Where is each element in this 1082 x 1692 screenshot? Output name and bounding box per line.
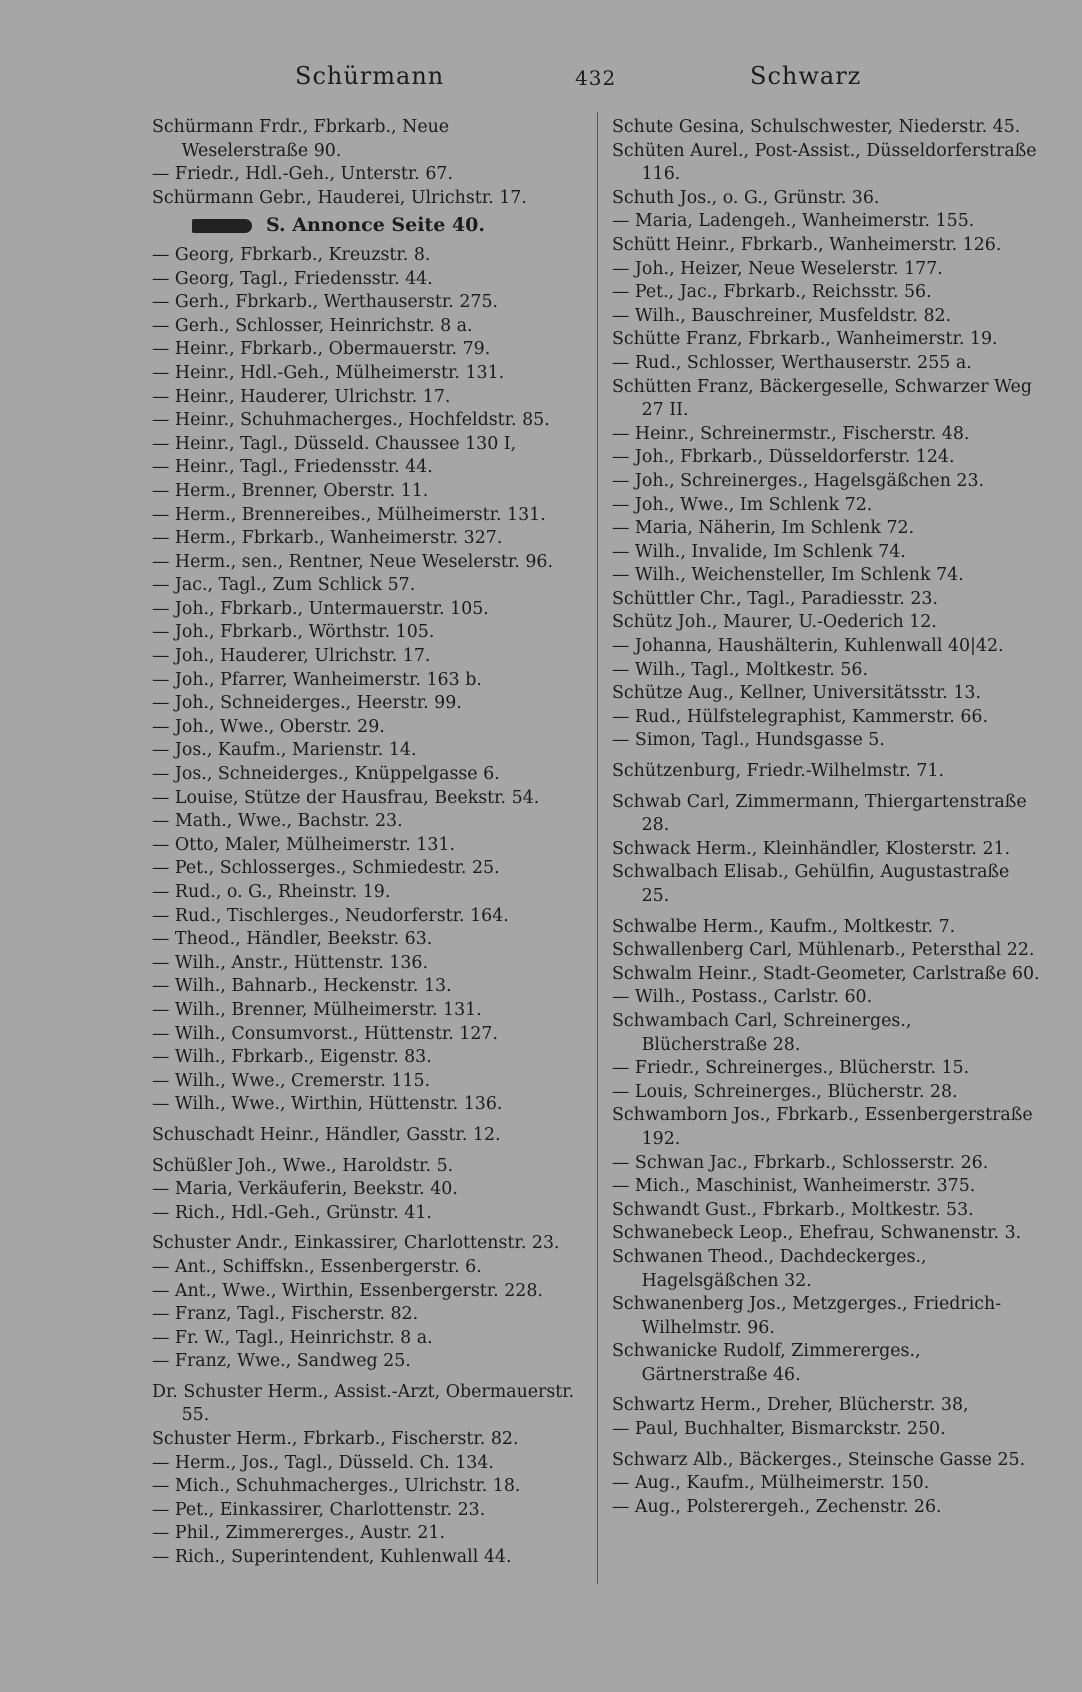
directory-entry: — Joh., Pfarrer, Wanheimerstr. 163 b.: [152, 669, 482, 690]
directory-entry: Schwanebeck Leop., Ehefrau, Schwanenstr. 3.: [612, 1223, 1022, 1244]
directory-entry: — Joh., Heizer, Neue Weselerstr. 177.: [612, 258, 943, 279]
directory-entry: — Ant., Wwe., Wirthin, Essenbergerstr. 228.: [152, 1280, 543, 1301]
page-header: [150, 62, 1030, 102]
directory-entry: Schwab Carl, Zimmermann, Thiergartenstraße 28.: [612, 791, 1027, 836]
directory-entry: — Maria, Ladengeh., Wanheimerstr. 155.: [612, 211, 975, 232]
directory-entry: Schütze Aug., Kellner, Universitätsstr. 13.: [612, 683, 982, 704]
directory-entry: — Heinr., Tagl., Düsseld. Chaussee 130 I,: [152, 433, 517, 454]
directory-entry: — Heinr., Schuhmacherges., Hochfeldstr. 85.: [152, 410, 550, 431]
directory-entry: — Joh., Hauderer, Ulrichstr. 17.: [152, 646, 431, 667]
directory-entry: Schütz Joh., Maurer, U.-Oederich 12.: [612, 612, 937, 633]
directory-entry: — Wilh., Wwe., Wirthin, Hüttenstr. 136.: [152, 1094, 503, 1115]
directory-entry: Schwanicke Rudolf, Zimmererges., Gärtnerstraße 46.: [612, 1341, 921, 1385]
directory-entry: Schwarz Alb., Bäckerges., Steinsche Gasse 25.: [612, 1449, 1026, 1470]
directory-entry: Schuster Andr., Einkassirer, Charlottenstr. 23.: [152, 1233, 560, 1254]
directory-entry: — Theod., Händler, Beekstr. 63.: [152, 929, 433, 950]
directory-entry: — Wilh., Fbrkarb., Eigenstr. 83.: [152, 1047, 432, 1068]
directory-entry: — Maria, Verkäuferin, Beekstr. 40.: [152, 1179, 458, 1200]
directory-entry: — Joh., Wwe., Oberstr. 29.: [152, 716, 385, 737]
directory-entry: — Wilh., Wwe., Cremerstr. 115.: [152, 1070, 431, 1091]
directory-entry: — Franz, Wwe., Sandweg 25.: [152, 1351, 411, 1372]
directory-entry: Schwalbach Elisab., Gehülfin, Augustastraße 25.: [612, 862, 1010, 906]
directory-entry: Schüttler Chr., Tagl., Paradiesstr. 23.: [612, 588, 939, 609]
directory-entry: — Herm., Brennereibes., Mülheimerstr. 131.: [152, 504, 546, 525]
directory-entry: — Maria, Näherin, Im Schlenk 72.: [612, 518, 915, 539]
directory-entry: Schuster Herm., Fbrkarb., Fischerstr. 82.: [152, 1429, 519, 1450]
directory-entry: — Wilh., Invalide, Im Schlenk 74.: [612, 541, 906, 562]
directory-entry: — Pet., Jac., Fbrkarb., Reichsstr. 56.: [612, 282, 932, 303]
directory-entry: — Jos., Kaufm., Marienstr. 14.: [152, 740, 417, 761]
directory-entry: — Joh., Schneiderges., Heerstr. 99.: [152, 693, 462, 714]
header-right-name: Schwarz: [750, 62, 862, 90]
directory-entry: Schütten Franz, Bäckergeselle, Schwarzer Weg 27 II.: [612, 376, 1032, 421]
directory-entry: — Wilh., Tagl., Moltkestr. 56.: [612, 659, 868, 680]
directory-entry: — Franz, Tagl., Fischerstr. 82.: [152, 1304, 419, 1325]
directory-entry: — Rud., Tischlerges., Neudorferstr. 164.: [152, 905, 509, 926]
directory-entry: — Jos., Schneiderges., Knüppelgasse 6.: [152, 764, 500, 785]
directory-entry: — Wilh., Consumvorst., Hüttenstr. 127.: [152, 1023, 499, 1044]
directory-entry: — Aug., Polsterergeh., Zechenstr. 26.: [612, 1496, 942, 1517]
directory-entry: — Fr. W., Tagl., Heinrichstr. 8 a.: [152, 1327, 433, 1348]
directory-entry: — Wilh., Bahnarb., Heckenstr. 13.: [152, 976, 452, 997]
page-number: 432: [575, 66, 617, 90]
directory-entry: Schwanenberg Jos., Metzgerges., Friedrich-Wilhelmstr. 96.: [612, 1294, 1002, 1338]
directory-entry: Schwalm Heinr., Stadt-Geometer, Carlstraße 60.: [612, 963, 1040, 984]
directory-entry: — Ant., Schiffskn., Essenbergerstr. 6.: [152, 1256, 482, 1277]
directory-entry: — Rud., Schlosser, Werthauserstr. 255 a.: [612, 352, 972, 373]
directory-entry: — Georg, Fbrkarb., Kreuzstr. 8.: [152, 244, 431, 265]
directory-entry: — Herm., Jos., Tagl., Düsseld. Ch. 134.: [152, 1452, 494, 1473]
header-left-name: Schürmann: [295, 62, 445, 90]
directory-entry: — Rich., Hdl.-Geh., Grünstr. 41.: [152, 1202, 432, 1223]
annonce-text: S. Annonce Seite 40.: [266, 214, 485, 237]
directory-entry: Schwallenberg Carl, Mühlenarb., Petersthal 22.: [612, 940, 1035, 961]
directory-entry: Schüten Aurel., Post-Assist., Düsseldorferstraße 116.: [612, 140, 1037, 185]
directory-entry: — Jac., Tagl., Zum Schlick 57.: [152, 575, 416, 596]
directory-entry: — Heinr., Fbrkarb., Obermauerstr. 79.: [152, 339, 491, 360]
directory-entry: — Wilh., Brenner, Mülheimerstr. 131.: [152, 999, 482, 1020]
directory-entry: — Louise, Stütze der Hausfrau, Beekstr. 54.: [152, 787, 540, 808]
directory-entry: — Joh., Wwe., Im Schlenk 72.: [612, 494, 873, 515]
directory-entry: Schütte Franz, Fbrkarb., Wanheimerstr. 19.: [612, 329, 998, 350]
directory-entry: — Heinr., Schreinermstr., Fischerstr. 48.: [612, 423, 970, 444]
directory-entry: — Wilh., Postass., Carlstr. 60.: [612, 987, 873, 1008]
directory-entry: Schwambach Carl, Schreinerges., Blücherstraße 28.: [612, 1010, 912, 1055]
directory-entry: — Schwan Jac., Fbrkarb., Schlosserstr. 26.: [612, 1152, 989, 1173]
directory-entry: — Mich., Maschinist, Wanheimerstr. 375.: [612, 1176, 976, 1197]
directory-entry: — Pet., Einkassirer, Charlottenstr. 23.: [152, 1499, 486, 1520]
directory-entry: Schütt Heinr., Fbrkarb., Wanheimerstr. 126.: [612, 234, 1002, 255]
directory-entry: Schwalbe Herm., Kaufm., Moltkestr. 7.: [612, 916, 956, 937]
directory-entry: — Joh., Fbrkarb., Düsseldorferstr. 124.: [612, 447, 955, 468]
directory-entry: Schürmann Frdr., Fbrkarb., Neue Weselerstraße 90.: [152, 117, 450, 161]
directory-entry: Schuth Jos., o. G., Grünstr. 36.: [612, 187, 880, 208]
directory-entry: Schuschadt Heinr., Händler, Gasstr. 12.: [152, 1124, 501, 1145]
directory-entry: Schwandt Gust., Fbrkarb., Moltkestr. 53.: [612, 1199, 974, 1220]
directory-entry: — Simon, Tagl., Hundsgasse 5.: [612, 730, 885, 751]
directory-entry: — Joh., Fbrkarb., Wörthstr. 105.: [152, 622, 435, 643]
directory-entry: Schüßler Joh., Wwe., Haroldstr. 5.: [152, 1155, 454, 1176]
directory-entry: — Herm., sen., Rentner, Neue Weselerstr. 96.: [152, 551, 553, 572]
directory-entry: — Herm., Brenner, Oberstr. 11.: [152, 480, 429, 501]
directory-entry: — Joh., Fbrkarb., Untermauerstr. 105.: [152, 598, 489, 619]
column-divider: [597, 112, 598, 1584]
directory-entry: Schürmann Gebr., Hauderei, Ulrichstr. 17.: [152, 187, 527, 208]
directory-entry: Schwack Herm., Kleinhändler, Klosterstr. 21.: [612, 838, 1011, 859]
directory-entry: — Georg, Tagl., Friedensstr. 44.: [152, 268, 433, 289]
directory-entry: — Johanna, Haushälterin, Kuhlenwall 40|42.: [612, 636, 1004, 657]
directory-entry: — Friedr., Hdl.-Geh., Unterstr. 67.: [152, 164, 453, 185]
directory-entry: Schwartz Herm., Dreher, Blücherstr. 38,: [612, 1395, 969, 1416]
annonce-note: [192, 214, 577, 238]
directory-entry: — Louis, Schreinerges., Blücherstr. 28.: [612, 1081, 958, 1102]
directory-entry: — Pet., Schlosserges., Schmiedestr. 25.: [152, 858, 500, 879]
directory-entry: — Rud., Hülfstelegraphist, Kammerstr. 66.: [612, 706, 989, 727]
directory-entry: — Math., Wwe., Bachstr. 23.: [152, 811, 403, 832]
directory-entry: — Wilh., Bauschreiner, Musfeldstr. 82.: [612, 305, 952, 326]
directory-entry: — Herm., Fbrkarb., Wanheimerstr. 327.: [152, 528, 503, 549]
directory-entry: — Paul, Buchhalter, Bismarckstr. 250.: [612, 1419, 946, 1440]
left-column: [152, 116, 577, 1570]
directory-entry: — Phil., Zimmererges., Austr. 21.: [152, 1523, 446, 1544]
right-column: [612, 116, 1042, 1519]
directory-entry: Schwanen Theod., Dachdeckerges., Hagelsgäßchen 32.: [612, 1246, 927, 1291]
directory-entry: — Aug., Kaufm., Mülheimerstr. 150.: [612, 1473, 930, 1494]
directory-entry: — Joh., Schreinerges., Hagelsgäßchen 23.: [612, 470, 985, 491]
pointing-hand-icon: [192, 219, 252, 233]
directory-entry: — Rud., o. G., Rheinstr. 19.: [152, 882, 391, 902]
directory-entry: — Mich., Schuhmacherges., Ulrichstr. 18.: [152, 1476, 521, 1497]
directory-entry: — Heinr., Tagl., Friedensstr. 44.: [152, 457, 433, 478]
directory-entry: Dr. Schuster Herm., Assist.-Arzt, Obermauerstr. 55.: [152, 1381, 575, 1426]
directory-entry: — Rich., Superintendent, Kuhlenwall 44.: [152, 1547, 512, 1568]
directory-entry: — Friedr., Schreinerges., Blücherstr. 15.: [612, 1058, 970, 1079]
directory-entry: Schute Gesina, Schulschwester, Niederstr. 45.: [612, 117, 1021, 137]
directory-entry: — Heinr., Hdl.-Geh., Mülheimerstr. 131.: [152, 362, 505, 383]
directory-entry: — Heinr., Hauderer, Ulrichstr. 17.: [152, 386, 451, 407]
directory-entry: — Wilh., Weichensteller, Im Schlenk 74.: [612, 565, 964, 586]
directory-entry: Schwamborn Jos., Fbrkarb., Essenbergerstraße 192.: [612, 1105, 1033, 1149]
directory-entry: — Otto, Maler, Mülheimerstr. 131.: [152, 834, 455, 855]
directory-entry: — Gerh., Fbrkarb., Werthauserstr. 275.: [152, 292, 499, 313]
directory-entry: Schützenburg, Friedr.-Wilhelmstr. 71.: [612, 761, 945, 782]
directory-entry: — Gerh., Schlosser, Heinrichstr. 8 a.: [152, 315, 473, 336]
directory-entry: — Wilh., Anstr., Hüttenstr. 136.: [152, 952, 428, 973]
